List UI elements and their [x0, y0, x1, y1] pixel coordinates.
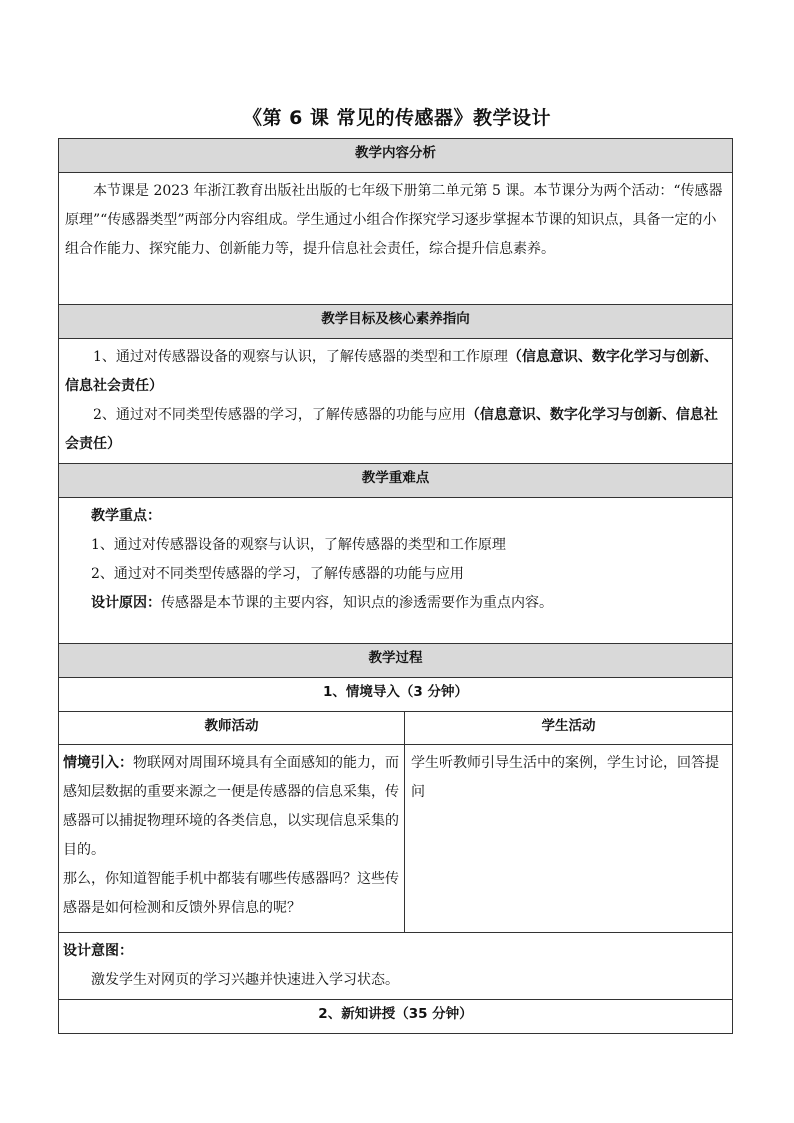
- section-header-key-points: 教学重难点: [59, 464, 733, 498]
- section-header-process: 教学过程: [59, 644, 733, 678]
- teacher-activity-cell: [59, 745, 405, 933]
- objectives-row: [59, 339, 733, 464]
- teacher-activity-question: 那么，你知道智能手机中都装有哪些传感器吗？这些传感器是如何检测和反馈外界信息的呢？: [63, 871, 399, 916]
- objective-item: 1、通过对传感器设备的观察与认识，了解传感器的类型和工作原理（信息意识、数字化学习与创新、信息社会责任）: [65, 349, 718, 394]
- design-intent-text: 激发学生对网页的学习兴趣并快速进入学习状态。: [91, 972, 399, 988]
- content-analysis-text: 本节课是 2023 年浙江教育出版社出版的七年级下册第二单元第 5 课。本节课分为两个活动：“传感器原理”“传感器类型”两部分内容组成。学生通过小组合作探究学习逐步掌握本节课的知识点，具备一定的小组合作能力、探究能力、创新能力等，提升信息社会责任，综合提升信息素养。: [65, 183, 723, 257]
- objective-literacy: （信息意识、数字化学习与创新、信息社会责任）: [65, 407, 718, 452]
- student-activity-cell: [405, 745, 733, 933]
- key-point-item: 2、通过对不同类型传感器的学习，了解传感器的功能与应用: [91, 566, 464, 582]
- phase-header-new-knowledge: 2、新知讲授（35 分钟）: [59, 1000, 733, 1034]
- document-title: 《第 6 课 常见的传感器》教学设计: [242, 107, 552, 129]
- student-activity-text: 学生听教师引导生活中的案例，学生讨论，回答提问: [411, 755, 719, 800]
- teacher-activity-text: 情境引入：物联网对周围环境具有全面感知的能力，而感知层数据的重要来源之一便是传感器的信息采集，传感器可以捕捉物理环境的各类信息，以实现信息采集的目的。: [63, 755, 399, 858]
- design-reason: 设计原因：传感器是本节课的主要内容，知识点的渗透需要作为重点内容。: [91, 595, 553, 611]
- phase-header-intro: 1、情境导入（3 分钟）: [59, 678, 733, 712]
- activity-column-headers: [59, 712, 733, 745]
- key-focus-label: 教学重点：: [91, 508, 161, 524]
- key-point-item: 1、通过对传感器设备的观察与认识，了解传感器的类型和工作原理: [91, 537, 506, 553]
- section-header-objectives: 教学目标及核心素养指向: [59, 305, 733, 339]
- objective-item: 2、通过对不同类型传感器的学习，了解传感器的功能与应用（信息意识、数字化学习与创新、信息社会责任）: [65, 407, 718, 452]
- design-intent-label: 设计意图：: [63, 943, 133, 959]
- activity-row: [59, 745, 733, 933]
- objective-literacy: （信息意识、数字化学习与创新、信息社会责任）: [65, 349, 718, 394]
- content-analysis-row: [59, 173, 733, 305]
- section-header-content-analysis: 教学内容分析: [59, 139, 733, 173]
- lesson-plan-table: [58, 138, 733, 1034]
- design-intent-row: [59, 933, 733, 1000]
- teacher-activity-header: 教师活动: [59, 712, 405, 745]
- key-points-row: [59, 498, 733, 644]
- student-activity-header: 学生活动: [405, 712, 733, 745]
